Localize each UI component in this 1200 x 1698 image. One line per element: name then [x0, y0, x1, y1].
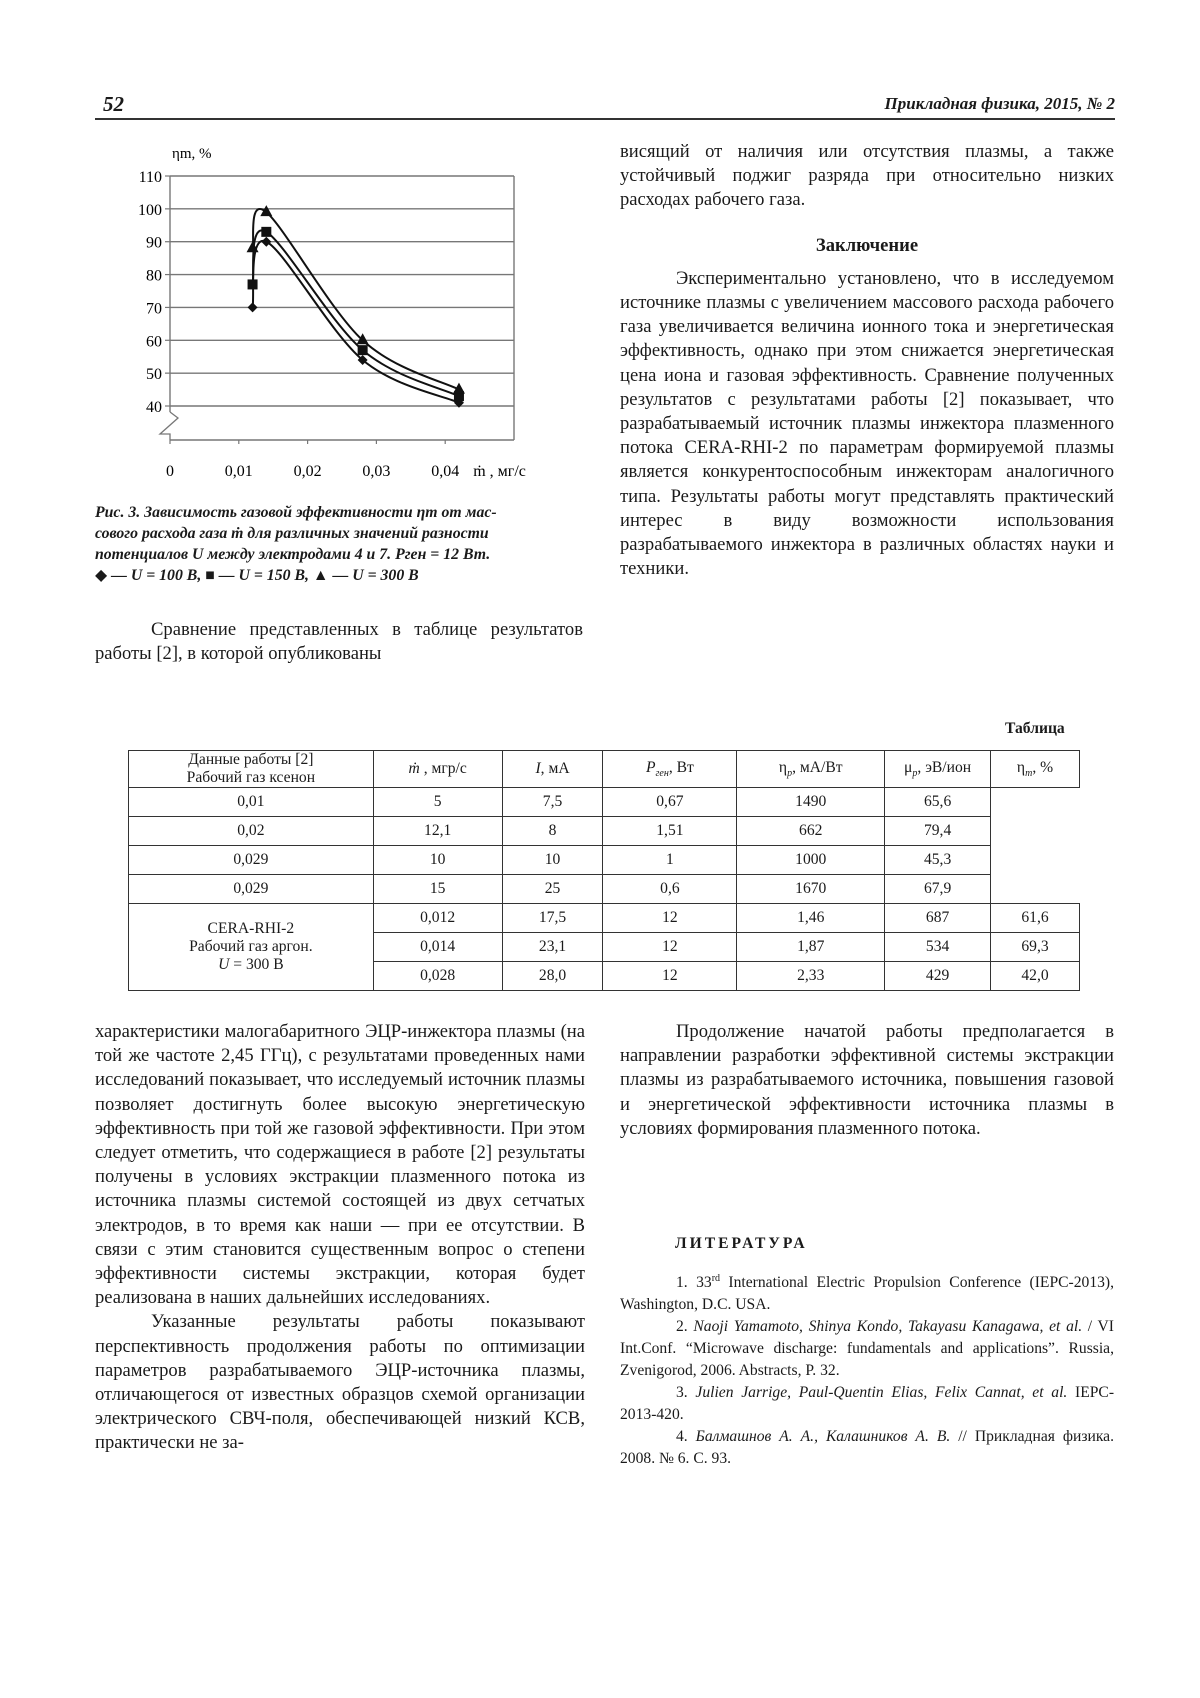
caption-line: Рис. 3. Зависимость газовой эффективности ηm от мас- — [95, 504, 497, 521]
x-axis-label: ṁ , мг/с — [473, 463, 526, 480]
table-cell: 10 — [502, 846, 603, 875]
group-label-line: Рабочий газ ксенон — [186, 769, 316, 786]
y-tick-label: 60 — [146, 333, 162, 351]
legend-label: — U = 100 В, — [111, 567, 202, 584]
table-title: Таблица — [1005, 720, 1065, 737]
y-tick-label: 40 — [146, 399, 162, 416]
square-marker — [248, 279, 258, 289]
diamond-marker — [248, 302, 258, 312]
y-axis-label: ηm, % — [172, 146, 212, 162]
right-column-bottom — [620, 1020, 1114, 1141]
table-cell: 17,5 — [502, 904, 603, 933]
table-cell: 429 — [885, 962, 991, 991]
figure-legend — [95, 565, 585, 586]
table-cell: 0,01 — [129, 788, 374, 817]
reference-item — [620, 1426, 1114, 1470]
reference-text: // Прикладная физика. 2008. № 6. С. 93. — [620, 1428, 1114, 1468]
y-tick-label: 80 — [146, 267, 162, 285]
reference-text: 33rd International Electric Propulsion Conference (IEPC-2013), Washington, D.C. USA. — [620, 1273, 1115, 1314]
x-tick-label: 0,03 — [362, 463, 391, 480]
table-cell: 42,0 — [991, 962, 1080, 991]
section-title: Заключение — [815, 234, 919, 256]
left-column-top — [95, 618, 583, 666]
table-header-row — [129, 751, 1080, 788]
reference-item — [620, 1382, 1114, 1426]
caption-line: потенциалов U между электродами 4 и 7. Pген = 12 Вт. — [95, 546, 491, 563]
table-cell: 79,4 — [885, 817, 991, 846]
x-tick-label: 0,02 — [293, 463, 322, 480]
left-column-bottom — [95, 1020, 585, 1456]
x-tick-label: 0,04 — [431, 463, 460, 480]
reference-authors: Naoji Yamamoto, Shinya Kondo, Takayasu Kanagawa, et al. — [693, 1318, 1083, 1336]
table-cell: 7,5 — [502, 788, 603, 817]
diamond-icon: ◆ — [95, 567, 108, 584]
table-cell: 0,014 — [373, 933, 502, 962]
table-header: $\mu_p$, эВ/ион — [885, 751, 991, 788]
reference-authors: Балмашнов А. А., Калашников А. В. — [695, 1428, 951, 1446]
square-icon: ■ — [205, 567, 215, 584]
paragraph: Сравнение представленных в таблице результатов работы [2], в которой опубликованы — [95, 619, 583, 665]
table-cell: 1490 — [737, 788, 885, 817]
reference-item — [620, 1268, 1114, 1316]
series-line — [253, 230, 459, 396]
efficiency-chart — [95, 130, 555, 480]
y-tick-label: 90 — [146, 234, 162, 252]
table-row — [129, 846, 1080, 875]
reference-number: 4. — [676, 1428, 696, 1446]
y-tick-label: 110 — [138, 169, 162, 186]
reference-number: 1. — [676, 1274, 697, 1292]
triangle-icon: ▲ — [312, 567, 329, 584]
table-header: ṁ , мгр/с — [373, 751, 502, 788]
legend-label: — U = 150 В, — [218, 567, 309, 584]
figure-caption — [95, 502, 585, 586]
group-label-line: Данные работы [2] — [188, 751, 314, 768]
series-line — [253, 209, 459, 390]
table-cell: 687 — [885, 904, 991, 933]
table-cell: 8 — [502, 817, 603, 846]
group-label-line: CERA-RHI-2 — [207, 920, 295, 937]
table-cell: 0,028 — [373, 962, 502, 991]
references-title: ЛИТЕРАТУРА — [675, 1235, 808, 1252]
y-tick-label: 50 — [146, 366, 162, 384]
table-row — [129, 875, 1080, 904]
paragraph: характеристики малогабаритного ЭЦР-инжектора плазмы (на той же частоте 2,45 ГГц), с результатами проведенных нами исследований показывает, что исследуемый источник плазмы позволяет достигнуть более высокую энергетическую эффективность при той же газовой эффективности. При этом следует отметить, что содержащиеся в работе [2] результаты получены в условиях экстракции плазменного потока из источника плазмы системой состоящей из двух сетчатых электродов, в то время как наши — при ее отсутствии. В связи с этим становится существенным вопрос о степени эффективности системы экстракции, которая будет реализована в наших дальнейших исследованиях. — [95, 1021, 585, 1309]
table-cell: 12 — [603, 933, 737, 962]
table-cell: 0,67 — [603, 788, 737, 817]
group-label — [129, 751, 374, 788]
table-cell: 10 — [373, 846, 502, 875]
table-cell: 0,02 — [129, 817, 374, 846]
reference-text: IEPC-2013-420. — [620, 1384, 1115, 1424]
table-cell: 1,46 — [737, 904, 885, 933]
table-header: $\eta_m$, % — [991, 751, 1080, 788]
axis-break-icon — [160, 412, 178, 440]
table-cell: 67,9 — [885, 875, 991, 904]
table-cell: 45,3 — [885, 846, 991, 875]
page-number: 52 — [103, 92, 124, 116]
right-column-top — [620, 140, 1114, 581]
table-header: I, мА — [502, 751, 603, 788]
legend-label: — U = 300 В — [332, 567, 419, 584]
table-cell: 12 — [603, 904, 737, 933]
paragraph: висящий от наличия или отсутствия плазмы, а также устойчивый поджиг разряда при относительно низких расходах рабочего газа. — [620, 141, 1114, 211]
group-label — [129, 904, 374, 991]
paragraph: Продолжение начатой работы предполагается в направлении разработки эффективной системы экстракции плазмы из разрабатываемого источника, повышения газовой и энергетической эффективности источника плазмы в условиях формирования плазменного потока. — [620, 1021, 1114, 1139]
table-cell: 25 — [502, 875, 603, 904]
y-tick-label: 70 — [146, 300, 162, 318]
paragraph: Указанные результаты работы показывают перспективность продолжения работы по оптимизации параметров разрабатываемого ЭЦР-источника плазмы, отличающегося от известных образцов схемой организации электрического СВЧ-поля, обеспечивающей низкий КСВ, практически не за- — [95, 1311, 585, 1454]
group-label-line: Рабочий газ аргон. — [189, 938, 313, 955]
data-table — [128, 750, 1080, 991]
table-header: $P_{ген}$, Вт — [603, 751, 737, 788]
table-cell: 23,1 — [502, 933, 603, 962]
reference-authors: Julien Jarrige, Paul-Quentin Elias, Felix Cannat, et al. — [695, 1384, 1068, 1402]
table-cell: 534 — [885, 933, 991, 962]
table-row — [129, 817, 1080, 846]
references-list — [620, 1268, 1114, 1470]
reference-text: / VI Int.Conf. “Microwave discharge: fundamentals and applications”. Russia, Zvenigorod, 2006. Abstracts, P. 32. — [620, 1318, 1114, 1380]
paragraph: Экспериментально установлено, что в исследуемом источнике плазмы с увеличением массового расхода рабочего газа увеличивается величина ионного тока и энергетическая эффективность, однако при этом снижается энергетическая цена иона и газовая эффективность. Сравнение полученных результатов с результатами работы [2] показывает, что разрабатываемый источник плазмы инжектора плазменного потока CERA-RHI-2 по параметрам формируемой плазмы является конкурентоспособным инжекторам аналогичного типа. Результаты работы могут представлять практический интерес в виду возможности использования разрабатываемого инжектора в различных областях науки и техники. — [620, 267, 1114, 580]
table-row — [129, 788, 1080, 817]
table-cell: 1,51 — [603, 817, 737, 846]
x-tick-label: 0 — [166, 463, 174, 480]
table-cell: 1 — [603, 846, 737, 875]
square-marker — [358, 345, 368, 355]
table-cell: 0,029 — [129, 875, 374, 904]
square-marker — [261, 227, 271, 237]
reference-number: 3. — [676, 1384, 696, 1402]
reference-item — [620, 1316, 1114, 1382]
table-cell: 0,012 — [373, 904, 502, 933]
table-cell: 1000 — [737, 846, 885, 875]
y-tick-label: 100 — [138, 201, 162, 219]
table-cell: 1670 — [737, 875, 885, 904]
table-cell: 2,33 — [737, 962, 885, 991]
table-cell: 65,6 — [885, 788, 991, 817]
caption-line: сового расхода газа ṁ для различных значений разности — [95, 525, 489, 542]
table-cell: 12 — [603, 962, 737, 991]
table-cell: 28,0 — [502, 962, 603, 991]
table-cell: 61,6 — [991, 904, 1080, 933]
group-label-line: U = 300 В — [218, 956, 284, 973]
journal-title: Прикладная физика, 2015, № 2 — [884, 94, 1115, 113]
triangle-marker — [260, 205, 272, 216]
table-cell: 5 — [373, 788, 502, 817]
table-row — [129, 904, 1080, 933]
running-head — [95, 88, 1115, 120]
table-cell: 662 — [737, 817, 885, 846]
table-cell: 69,3 — [991, 933, 1080, 962]
table-cell: 0,6 — [603, 875, 737, 904]
table-header: $\eta_p$, мА/Вт — [737, 751, 885, 788]
x-tick-label: 0,01 — [224, 463, 253, 480]
table-cell: 15 — [373, 875, 502, 904]
reference-number: 2. — [676, 1318, 694, 1336]
table-cell: 0,029 — [129, 846, 374, 875]
table-cell: 12,1 — [373, 817, 502, 846]
table-cell: 1,87 — [737, 933, 885, 962]
